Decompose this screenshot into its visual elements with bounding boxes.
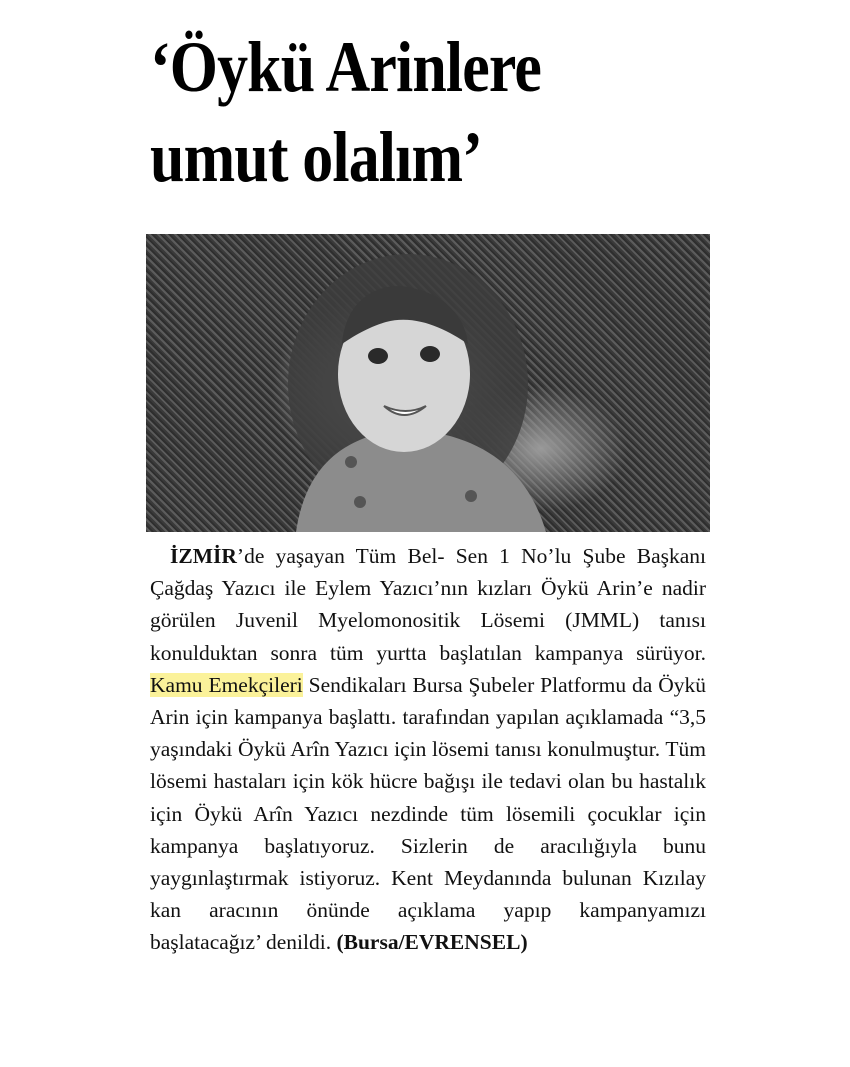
photo-of-smiling-girl-icon — [146, 234, 710, 532]
article-photo — [146, 234, 710, 532]
article-text-1: ’de yaşayan Tüm Bel- Sen 1 No’lu Şube Başkanı Çağdaş Yazıcı ile Eylem Yazıcı’nın kızları Öykü Arin’e nadir görülen Juvenil Myelomonositik Lösemi (JMML) tanısı konulduktan sonra tüm yurtta başlatılan kampanya sürüyor. — [150, 544, 706, 665]
article-paragraph — [150, 540, 706, 959]
highlighted-text: Kamu Emekçileri — [150, 672, 303, 697]
headline-line-2: umut olalım’ — [150, 117, 482, 197]
headline — [150, 22, 683, 202]
source-credit: (Bursa/EVRENSEL) — [336, 930, 528, 955]
dateline: İZMİR — [170, 544, 237, 568]
headline-line-1: ‘Öykü Arinlere — [150, 27, 542, 107]
article-text-2: Sendikaları Bursa Şubeler Platformu da Öykü Arin için kampanya başlattı. tarafından yapılan açıklamada “3,5 yaşındaki Öykü Arîn Yazıcı için lösemi tanısı konulmuştur. Tüm lösemi hastaları için kök hücre bağışı ile tedavi olan bu hastalık için Öykü Arîn Yazıcı nezdinde tüm lösemili çocuklar için kampanya başlatıyoruz. Sizlerin de aracılığıyla bunu yaygınlaştırmak istiyoruz. Kent Meydanında bulunan Kızılay kan aracının önünde açıklama yapıp kampanyamızı başlatacağız’ denildi. — [150, 672, 706, 955]
article-body — [150, 540, 706, 959]
